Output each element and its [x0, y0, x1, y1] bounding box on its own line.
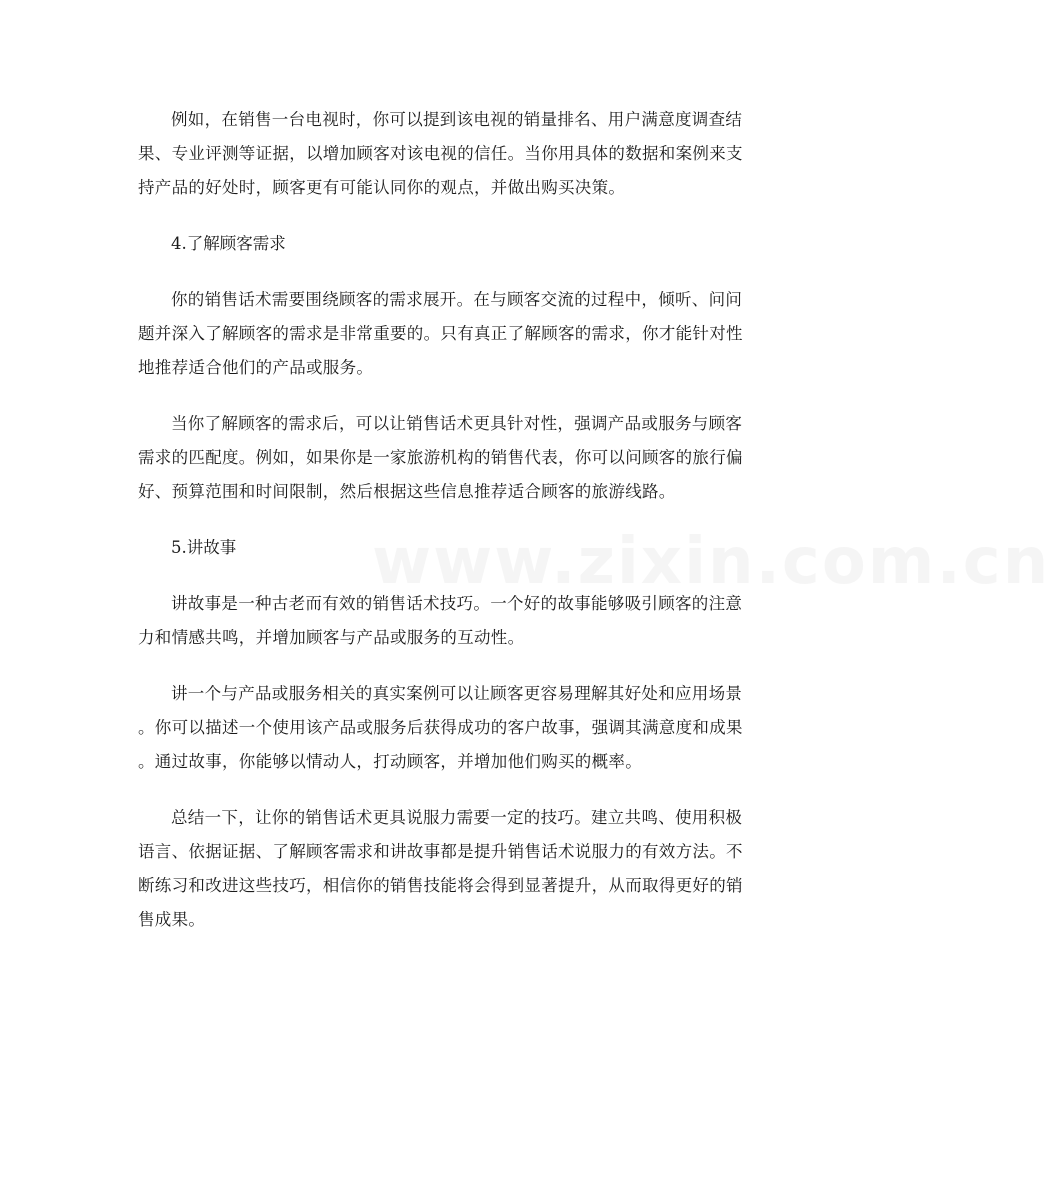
text-line: 4.了解顾客需求 [171, 234, 286, 253]
paragraph [138, 677, 788, 779]
text-line: 例如，在销售一台电视时，你可以提到该电视的销量排名、用户满意度调查结 [171, 110, 743, 129]
text-line: 讲故事是一种古老而有效的销售话术技巧。一个好的故事能够吸引顾客的注意 [171, 594, 743, 613]
section-heading [138, 227, 788, 261]
text-line: 售成果。 [138, 910, 206, 929]
paragraph [138, 801, 788, 937]
section-heading [138, 531, 788, 565]
text-line: 语言、依据证据、了解顾客需求和讲故事都是提升销售话术说服力的有效方法。不 [138, 842, 743, 861]
text-line: 好、预算范围和时间限制，然后根据这些信息推荐适合顾客的旅游线路。 [138, 482, 676, 501]
text-line: 果、专业评测等证据，以增加顾客对该电视的信任。当你用具体的数据和案例来支 [138, 144, 743, 163]
text-line: 当你了解顾客的需求后，可以让销售话术更具针对性，强调产品或服务与顾客 [171, 414, 743, 433]
text-line: 讲一个与产品或服务相关的真实案例可以让顾客更容易理解其好处和应用场景 [171, 684, 743, 703]
watermark: www.zixin.com.cn [372, 525, 1050, 599]
text-line: 持产品的好处时，顾客更有可能认同你的观点，并做出购买决策。 [138, 178, 626, 197]
text-line: 。你可以描述一个使用该产品或服务后获得成功的客户故事，强调其满意度和成果 [138, 718, 743, 737]
text-line: 总结一下，让你的销售话术更具说服力需要一定的技巧。建立共鸣、使用积极 [171, 808, 743, 827]
paragraph [138, 283, 788, 385]
document-body [138, 103, 788, 959]
text-line: 题并深入了解顾客的需求是非常重要的。只有真正了解顾客的需求，你才能针对性 [138, 324, 743, 343]
text-line: 力和情感共鸣，并增加顾客与产品或服务的互动性。 [138, 628, 525, 647]
text-line: 地推荐适合他们的产品或服务。 [138, 358, 374, 377]
text-line: 。通过故事，你能够以情动人，打动顾客，并增加他们购买的概率。 [138, 752, 642, 771]
text-line: 5.讲故事 [171, 538, 237, 557]
text-line: 需求的匹配度。例如，如果你是一家旅游机构的销售代表，你可以问顾客的旅行偏 [138, 448, 743, 467]
paragraph [138, 103, 788, 205]
paragraph [138, 587, 788, 655]
text-line: 断练习和改进这些技巧，相信你的销售技能将会得到显著提升，从而取得更好的销 [138, 876, 743, 895]
paragraph [138, 407, 788, 509]
text-line: 你的销售话术需要围绕顾客的需求展开。在与顾客交流的过程中，倾听、问问 [171, 290, 743, 309]
